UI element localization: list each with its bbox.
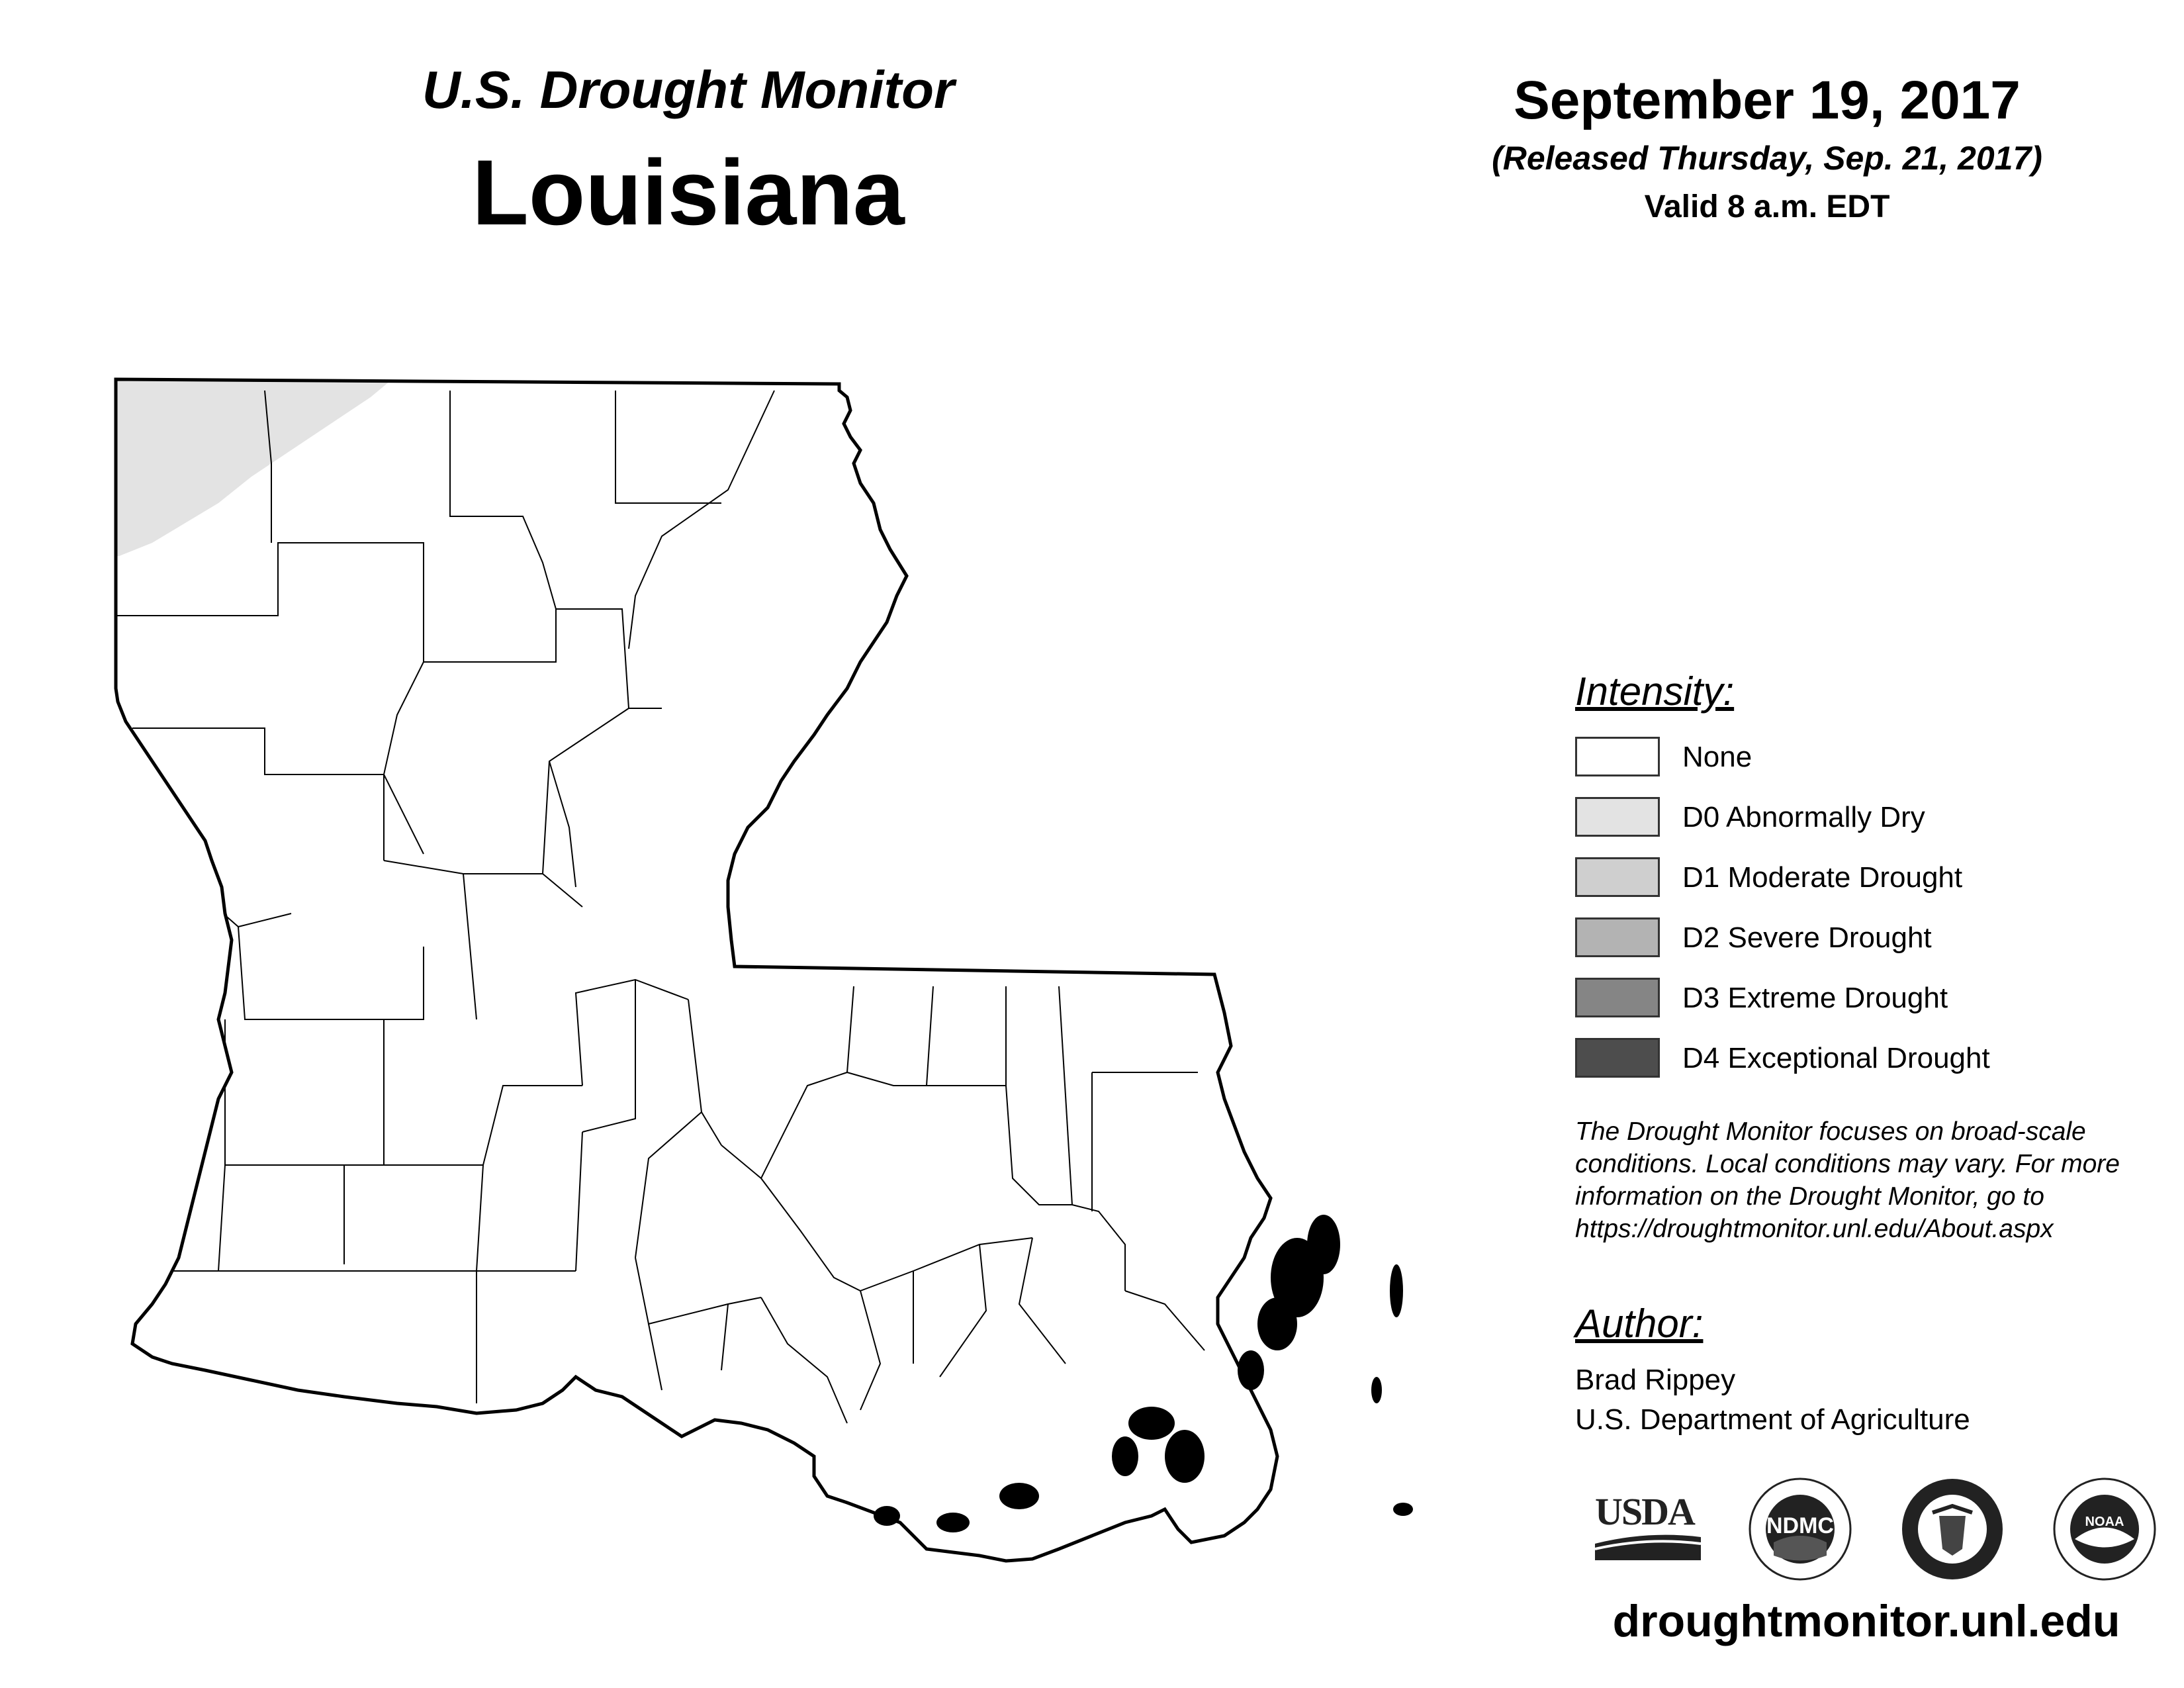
- legend-swatch: [1575, 737, 1660, 776]
- legend-swatch: [1575, 797, 1660, 837]
- legend-swatch: [1575, 1038, 1660, 1078]
- commerce-logo: [1899, 1476, 2005, 1582]
- ndmc-logo-text: NDMC: [1766, 1513, 1834, 1538]
- legend-label: D4 Exceptional Drought: [1682, 1042, 1990, 1074]
- usda-wave-icon: [1595, 1530, 1701, 1564]
- usda-logo: [1595, 1489, 1701, 1562]
- map-date: September 19, 2017: [1514, 70, 2021, 130]
- legend-label: None: [1682, 741, 1752, 773]
- author-name: Brad Rippey: [1575, 1364, 1736, 1396]
- release-date: (Released Thursday, Sep. 21, 2017): [1492, 140, 2042, 177]
- legend-label: D2 Severe Drought: [1682, 921, 1932, 954]
- author-heading: Author:: [1575, 1301, 1704, 1346]
- state-title: Louisiana: [472, 140, 905, 244]
- legend-label: D0 Abnormally Dry: [1682, 801, 1925, 833]
- title-line1: U.S. Drought Monitor: [422, 60, 955, 119]
- legend-swatch: [1575, 978, 1660, 1017]
- disclaimer-note: The Drought Monitor focuses on broad-scale conditions. Local conditions may vary. For more information on the Drought Monitor, go to https://droughtmonitor.unl.edu/About.aspx: [1575, 1117, 2120, 1243]
- noaa-logo: [2052, 1476, 2158, 1582]
- valid-time: Valid 8 a.m. EDT: [1644, 189, 1890, 224]
- department-of-commerce-seal-icon: [1899, 1476, 2005, 1582]
- author-organization: U.S. Department of Agriculture: [1575, 1403, 1970, 1436]
- legend-title: Intensity:: [1575, 669, 1735, 714]
- legend-swatch: [1575, 857, 1660, 897]
- legend-label: D3 Extreme Drought: [1682, 982, 1948, 1014]
- website-link[interactable]: droughtmonitor.unl.edu: [1612, 1596, 2120, 1646]
- legend-swatch: [1575, 917, 1660, 957]
- usda-logo-text: USDA: [1595, 1490, 1694, 1533]
- legend-label: D1 Moderate Drought: [1682, 861, 1963, 894]
- ndmc-logo: [1747, 1476, 1853, 1582]
- noaa-logo-text: NOAA: [2085, 1515, 2124, 1529]
